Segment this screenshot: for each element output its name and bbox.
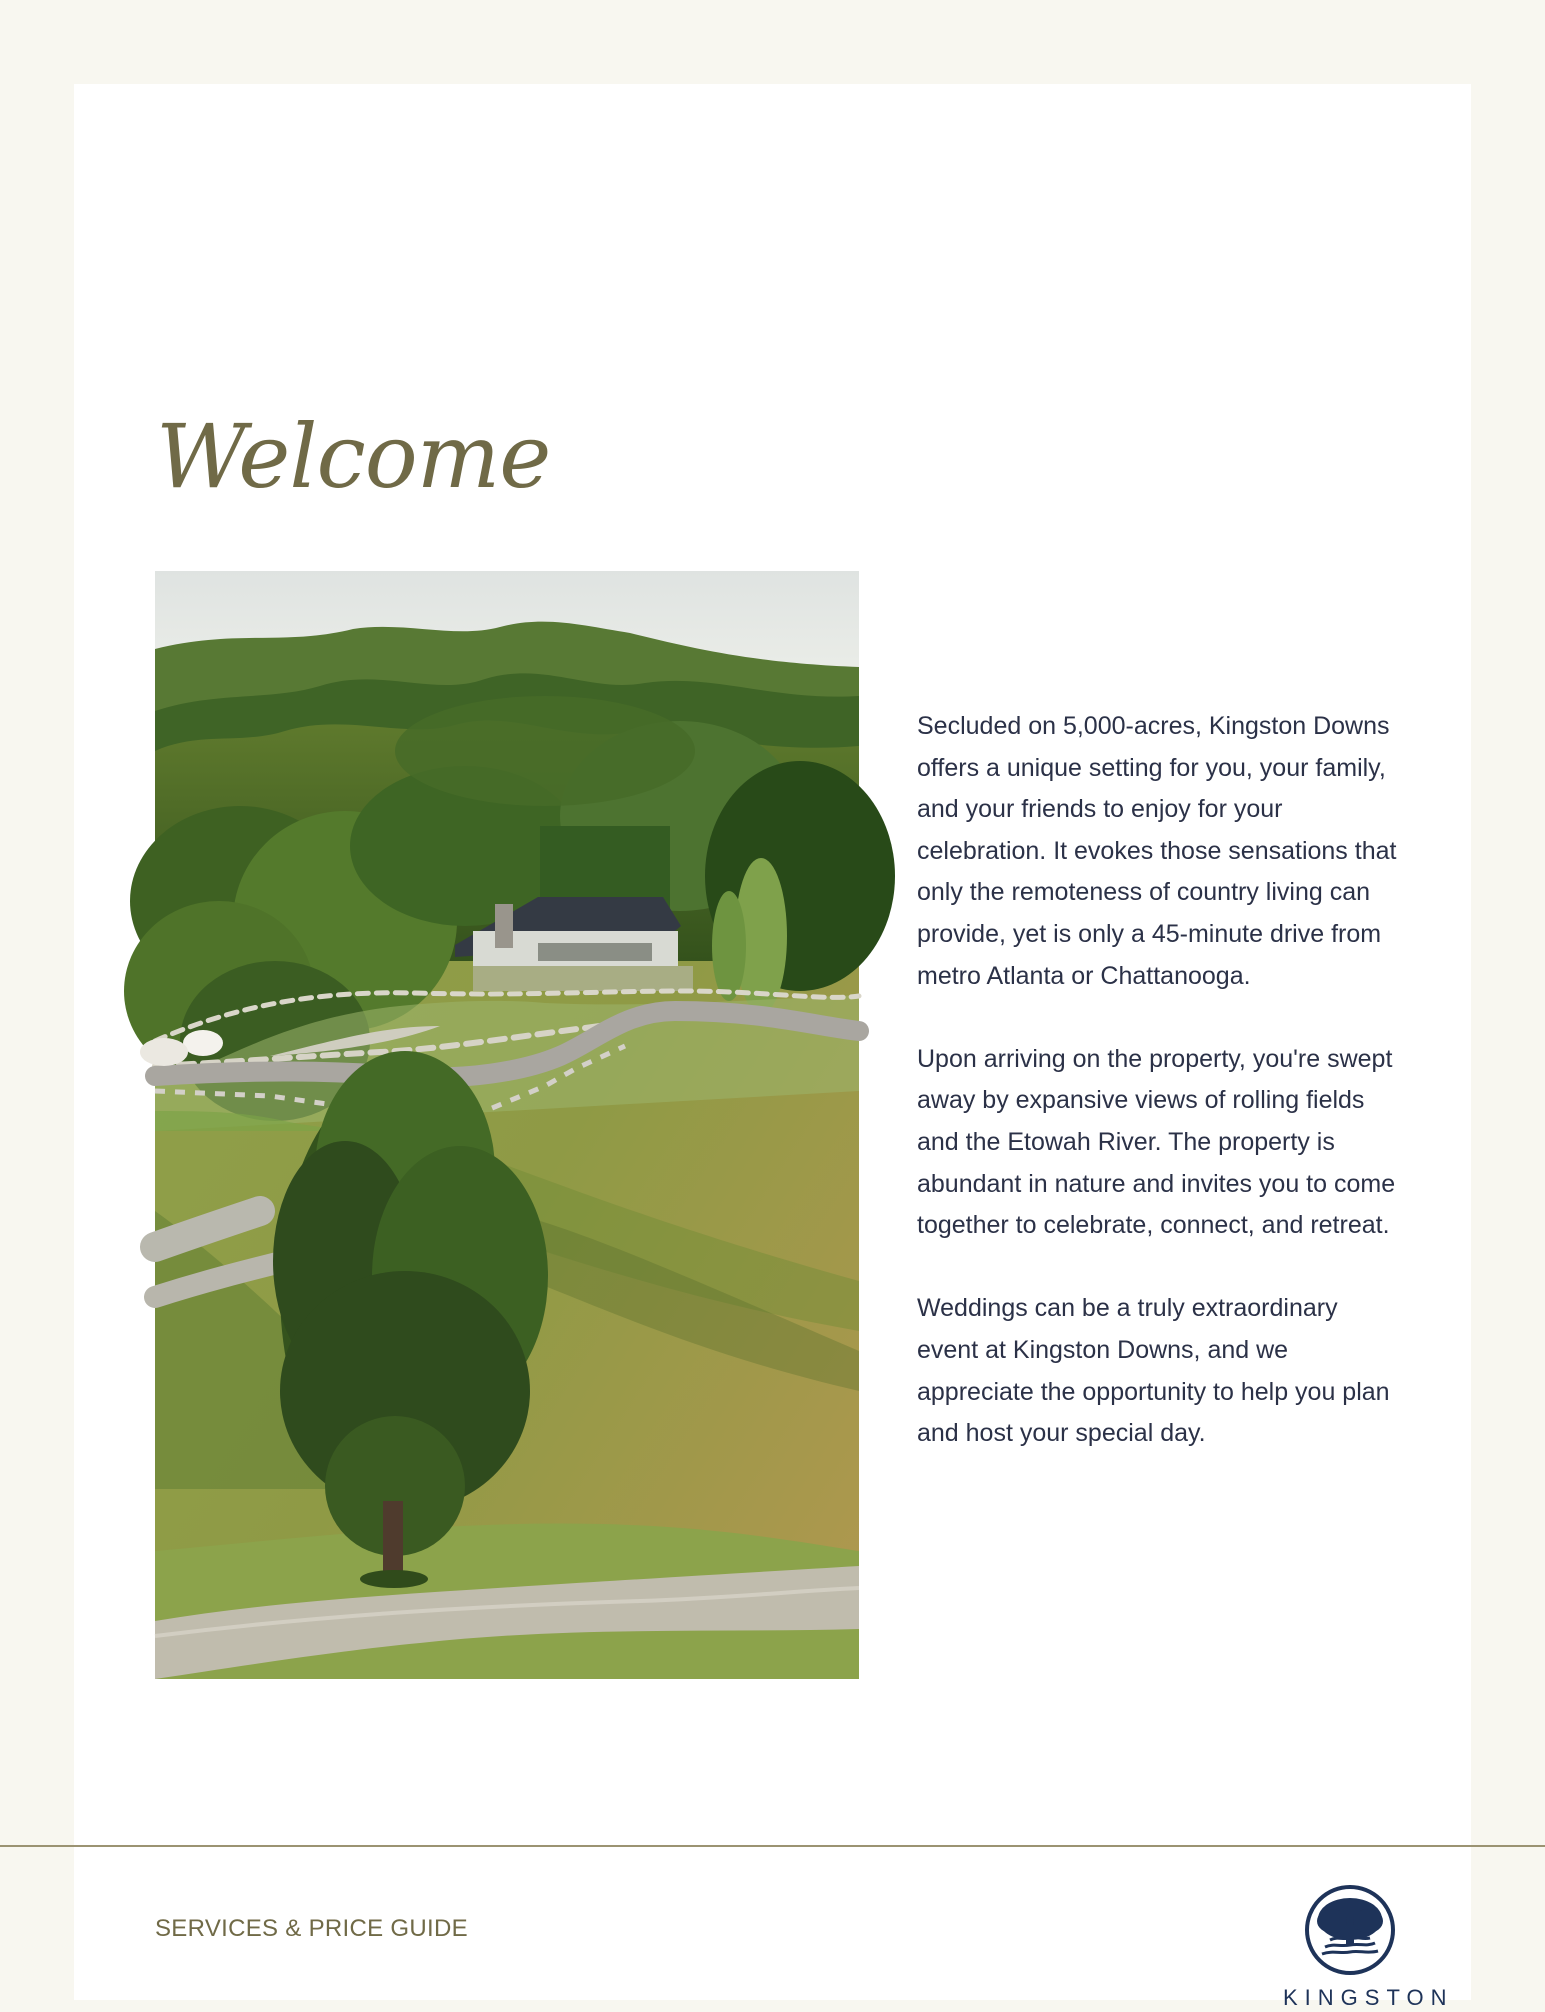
welcome-paragraph-1: Secluded on 5,000-acres, Kingston Downs offers a unique setting for you, your family, and your friends to enjoy for your celebration. It evokes those sensations that only the remoteness of country living can provide, yet is only a 45-minute drive from metro Atlanta or Chattanooga. <box>917 712 1397 990</box>
logo-wordmark-partial: KINGSTON <box>1283 1985 1454 2010</box>
footer-guide-title: SERVICES & PRICE GUIDE <box>155 1915 468 1942</box>
tree-river-logo-icon <box>1302 1882 1398 1978</box>
kingston-downs-logo <box>1302 1882 1398 1978</box>
venue-aerial-photo-illustration <box>155 571 859 1679</box>
welcome-paragraph-2: Upon arriving on the property, you're swept away by expansive views of rolling fields and the Etowah River. The property is abundant in nature and invites you to come together to celebrate, connect, and retreat. <box>917 1044 1396 1240</box>
welcome-paragraph-3: Weddings can be a truly extraordinary event at Kingston Downs, and we appreciate the opportunity to help you plan and host your special day. <box>917 1294 1390 1448</box>
footer-divider <box>0 1845 1545 1847</box>
page-title: Welcome <box>156 405 551 508</box>
welcome-copy <box>917 706 1397 1496</box>
venue-aerial-photo <box>155 571 859 1679</box>
